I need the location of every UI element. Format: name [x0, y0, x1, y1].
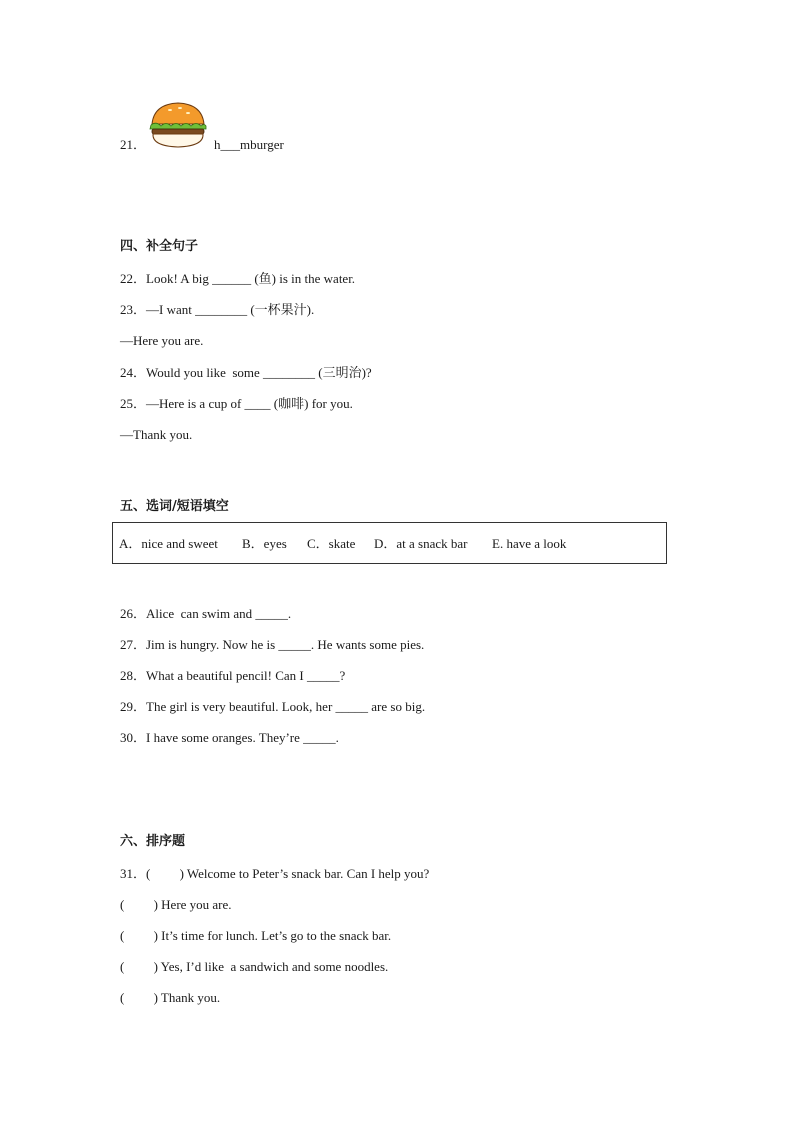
hamburger-icon [148, 100, 208, 150]
section-4-title: 四、补全句子 [120, 239, 199, 254]
question-22: 22．Look! A big ______ (鱼) is in the water. [120, 271, 356, 286]
section-6-title: 六、排序题 [120, 834, 186, 849]
option-b: B．eyes [242, 536, 287, 551]
question-25: 25．—Here is a cup of ____ (咖啡) for you. [120, 396, 353, 411]
question-21-word: h___mburger [214, 137, 284, 152]
question-23: 23．—I want ________ (一杯果汁). [120, 302, 315, 317]
section-5-title: 五、选词/短语填空 [120, 499, 229, 514]
question-27: 27．Jim is hungry. Now he is _____. He wants some pies. [120, 637, 425, 652]
question-26: 26．Alice can swim and _____. [120, 606, 292, 621]
question-29: 29．The girl is very beautiful. Look, her _____ are so big. [120, 699, 426, 714]
option-d: D．at a snack bar [374, 536, 468, 551]
question-24: 24．Would you like some ________ (三明治)? [120, 365, 372, 380]
option-a: A．nice and sweet [119, 536, 218, 551]
question-30: 30．I have some oranges. They’re _____. [120, 730, 339, 745]
question-31: 31．( ) Welcome to Peter’s snack bar. Can I help you? [120, 866, 430, 881]
answer-line-23: —Here you are. [120, 333, 204, 348]
question-21-number: 21． [120, 137, 147, 152]
answer-line-25: —Thank you. [120, 427, 193, 442]
order-item-3: ( ) It’s time for lunch. Let’s go to the snack bar. [120, 928, 392, 943]
option-e: E. have a look [492, 536, 567, 551]
order-item-2: ( ) Here you are. [120, 897, 232, 912]
order-item-4: ( ) Yes, I’d like a sandwich and some noodles. [120, 959, 389, 974]
option-c: C．skate [307, 536, 356, 551]
order-item-5: ( ) Thank you. [120, 990, 221, 1005]
word-options-box [112, 522, 667, 564]
question-28: 28．What a beautiful pencil! Can I _____? [120, 668, 346, 683]
